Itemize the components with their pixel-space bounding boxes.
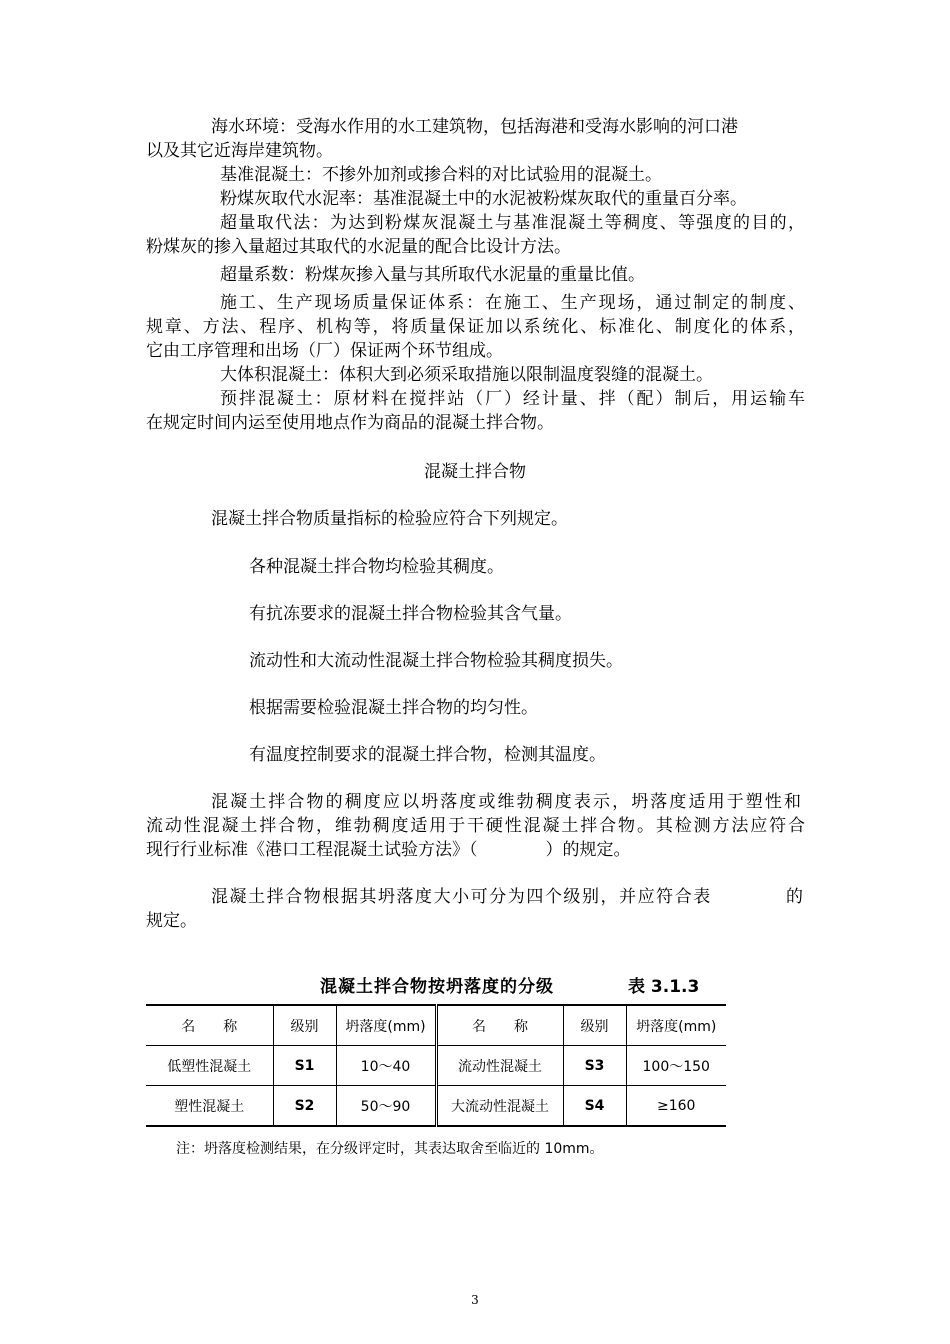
def-line: 它由工序管理和出场（厂）保证两个环节组成。 — [146, 341, 503, 361]
rule-item: 流动性和大流动性混凝土拌合物检验其稠度损失。 — [249, 651, 623, 671]
def-line: 超量取代法：为达到粉煤灰混凝土与基准混凝土等稠度、等强度的目的， — [220, 213, 805, 233]
table-cell: 50～90 — [336, 1086, 436, 1127]
def-line: 超量系数：粉煤灰掺入量与其所取代水泥量的重量比值。 — [220, 265, 645, 285]
table-row — [146, 1046, 726, 1086]
consistency-line: 现行行业标准《港口工程混凝土试验方法》（ ）的规定。 — [146, 840, 631, 860]
def-line: 规章、方法、程序、机构等，将质量保证加以系统化、标准化、制度化的体系， — [146, 317, 805, 337]
header-cell: 名 称 — [146, 1005, 273, 1046]
header-cell: 坍落度(mm) — [626, 1005, 726, 1046]
intro-text: 混凝土拌合物质量指标的检验应符合下列规定。 — [211, 509, 568, 529]
table-cell: S4 — [563, 1086, 626, 1127]
table-cell: 100～150 — [626, 1046, 726, 1086]
page-number: 3 — [471, 1293, 479, 1307]
def-line: 预拌混凝土：原材料在搅拌站（厂）经计量、拌（配）制后，用运输车 — [220, 389, 805, 409]
table-cell: 塑性混凝土 — [146, 1086, 273, 1127]
consistency-line: 流动性混凝土拌合物，维勃稠度适用于干硬性混凝土拌合物。其检测方法应符合 — [146, 816, 805, 836]
table-row — [146, 1086, 726, 1127]
table-cell: 流动性混凝土 — [436, 1046, 563, 1086]
def-line: 基准混凝土：不掺外加剂或掺合料的对比试验用的混凝土。 — [220, 165, 662, 185]
header-cell: 坍落度(mm) — [336, 1005, 436, 1046]
rule-item: 有温度控制要求的混凝土拌合物，检测其温度。 — [249, 745, 606, 765]
def-line: 粉煤灰的掺入量超过其取代的水泥量的配合比设计方法。 — [146, 237, 571, 257]
table-header-row — [146, 1005, 726, 1046]
table-cell: S3 — [563, 1046, 626, 1086]
def-line: 在规定时间内运至使用地点作为商品的混凝土拌合物。 — [146, 413, 554, 433]
def-line: 以及其它近海岸建筑物。 — [146, 141, 333, 161]
rule-item: 有抗冻要求的混凝土拌合物检验其含气量。 — [249, 604, 572, 624]
table-number: 表 3.1.3 — [628, 977, 700, 997]
def-line: 施工、生产现场质量保证体系：在施工、生产现场，通过制定的制度、 — [220, 293, 805, 313]
def-line: 海水环境：受海水作用的水工建筑物，包括海港和受海水影响的河口港 — [211, 117, 738, 137]
rule-item: 根据需要检验混凝土拌合物的均匀性。 — [249, 698, 538, 718]
table-cell: 大流动性混凝土 — [436, 1086, 563, 1127]
header-cell: 名 称 — [436, 1005, 563, 1046]
table-cell: 低塑性混凝土 — [146, 1046, 273, 1086]
header-cell: 级别 — [563, 1005, 626, 1046]
header-cell: 级别 — [273, 1005, 336, 1046]
table-note: 注：坍落度检测结果，在分级评定时，其表达取舍至临近的 10mm。 — [176, 1141, 604, 1157]
table-cell: 10～40 — [336, 1046, 436, 1086]
def-line: 粉煤灰取代水泥率：基准混凝土中的水泥被粉煤灰取代的重量百分率。 — [220, 189, 747, 209]
section-heading: 混凝土拌合物 — [424, 462, 526, 482]
slump-grade-table — [146, 1004, 726, 1127]
table-cell: ≥160 — [626, 1086, 726, 1127]
grade-line: 混凝土拌合物根据其坍落度大小可分为四个级别，并应符合表 的 — [211, 887, 803, 907]
grade-line: 规定。 — [146, 911, 197, 931]
rule-item: 各种混凝土拌合物均检验其稠度。 — [249, 557, 504, 577]
table-title: 混凝土拌合物按坍落度的分级 — [320, 977, 554, 997]
def-line: 大体积混凝土：体积大到必须采取措施以限制温度裂缝的混凝土。 — [220, 365, 713, 385]
table-cell: S2 — [273, 1086, 336, 1127]
consistency-line: 混凝土拌合物的稠度应以坍落度或维勃稠度表示，坍落度适用于塑性和 — [211, 792, 801, 812]
table-cell: S1 — [273, 1046, 336, 1086]
